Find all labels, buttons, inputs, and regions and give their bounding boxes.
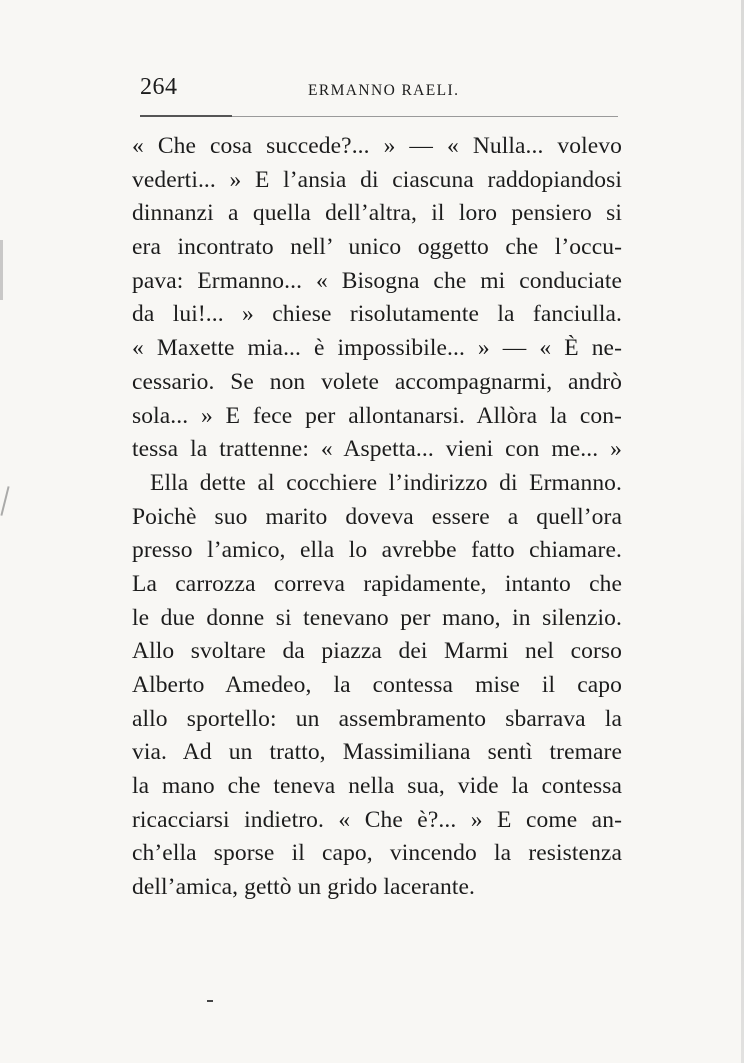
text-line: ricacciarsi indietro. « Che è?... » E come an-	[132, 806, 622, 833]
print-speck	[207, 1000, 213, 1002]
scan-edge-mark	[0, 486, 9, 516]
text-line: pava: Ermanno... « Bisogna che mi conduciate	[132, 267, 622, 294]
text-line: era incontrato nell’ unico oggetto che l’occu-	[132, 234, 622, 261]
text-line: vederti... » E l’ansia di ciascuna raddopiandosi	[132, 166, 622, 193]
paragraph-start-line: Ella dette al cocchiere l’indirizzo di Ermanno.	[150, 469, 622, 496]
page-number: 264	[140, 74, 178, 100]
text-line: Alberto Amedeo, la contessa mise il capo	[132, 672, 622, 698]
text-line: Allo svoltare da piazza dei Marmi nel corso	[132, 638, 622, 665]
text-line: via. Ad un tratto, Massimiliana sentì tremare	[132, 739, 622, 766]
text-line: ch’ella sporse il capo, vincendo la resistenza	[132, 840, 622, 867]
text-line: dell’amica, gettò un grido lacerante.	[132, 874, 475, 901]
scan-edge-mark	[0, 240, 3, 300]
text-line: tessa la trattenne: « Aspetta... vieni con me... »	[132, 436, 622, 463]
text-line: da lui!... » chiese risolutamente la fanciulla.	[132, 301, 622, 328]
text-line: « Maxette mia... è impossibile... » — « È ne-	[132, 335, 622, 362]
text-line: le due donne si tenevano per mano, in silenzio.	[132, 604, 622, 631]
text-line: sola... » E fece per allontanarsi. Allòra la con-	[132, 402, 622, 429]
text-line: cessario. Se non volete accompagnarmi, andrò	[132, 368, 622, 395]
text-line: Poichè suo marito doveva essere a quell’ora	[132, 503, 622, 530]
text-line: allo sportello: un assembramento sbarrava la	[132, 705, 622, 732]
running-title: ERMANNO RAELI.	[308, 82, 460, 99]
text-line: « Che cosa succede?... » — « Nulla... volevo	[132, 133, 622, 159]
page-header	[140, 74, 620, 100]
header-rule-accent	[140, 115, 232, 117]
text-line: La carrozza correva rapidamente, intanto che	[132, 570, 622, 597]
text-line: dinnanzi a quella dell’altra, il loro pensiero si	[132, 200, 622, 227]
text-line: la mano che teneva nella sua, vide la contessa	[132, 773, 622, 800]
text-line: presso l’amico, ella lo avrebbe fatto chiamare.	[132, 537, 622, 564]
body-text	[132, 130, 622, 905]
